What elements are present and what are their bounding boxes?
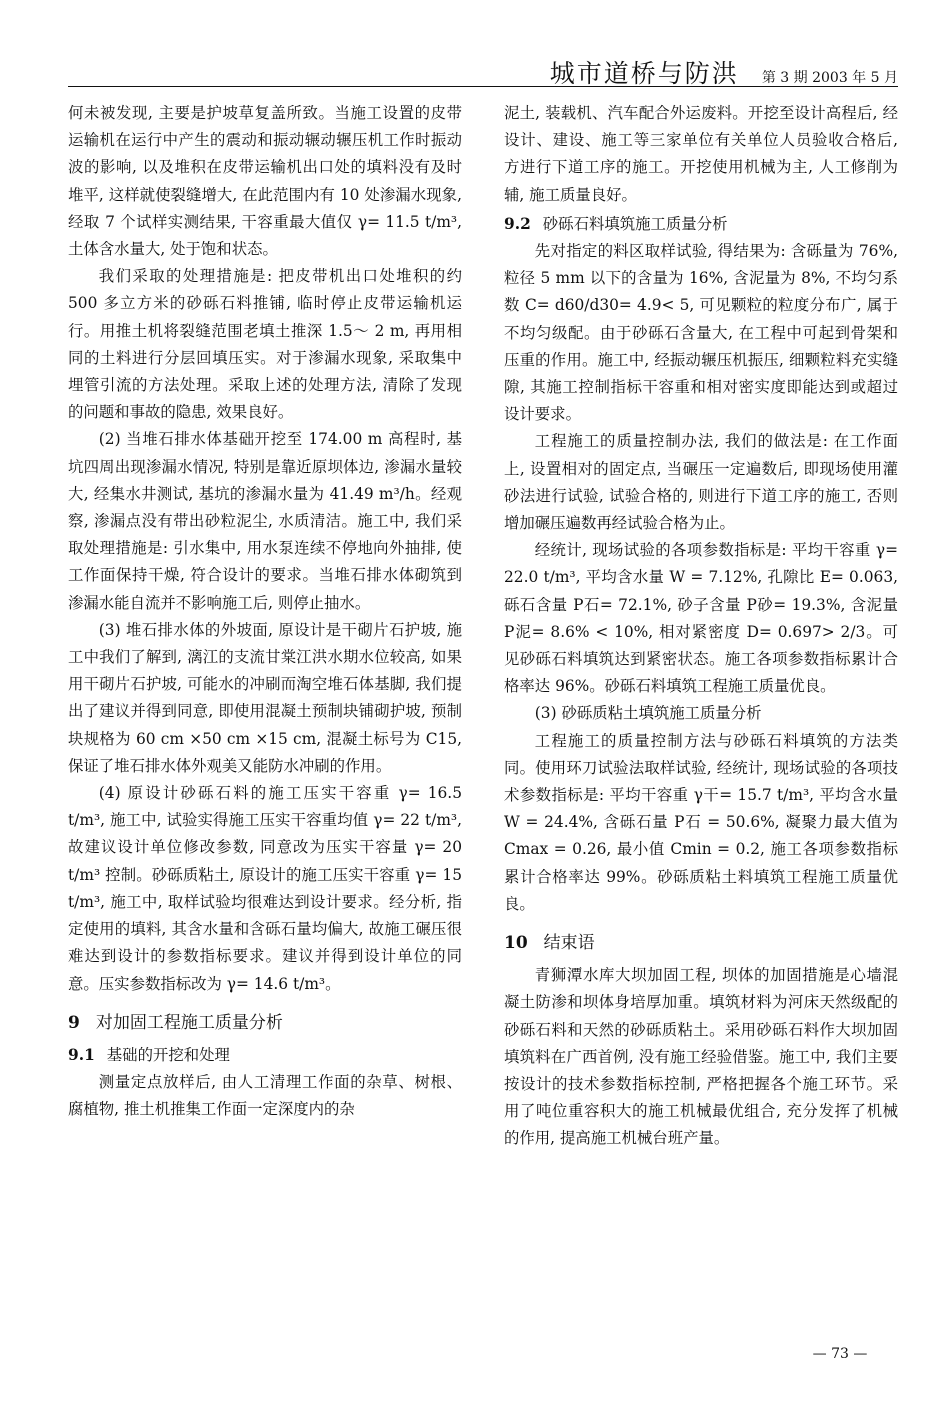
journal-title: 城市道桥与防洪 bbox=[549, 59, 739, 88]
section-heading-10 bbox=[504, 928, 898, 958]
paragraph: 我们采取的处理措施是: 把皮带机出口处堆积的约 500 多立方米的砂砾石料推铺, 临时停止皮带运输机运行。用推土机将裂缝范围老填土推深 1.5～ 2 m, 再用相同的土料进行分层回填压实。对于渗漏水现象, 采取集中埋管引流的方法处理。采取上述的处理方法, 清除了发现的问题和事故的隐患, 效果良好。 bbox=[68, 267, 462, 422]
left-column bbox=[68, 100, 462, 1123]
page-number: — 73 — bbox=[812, 1346, 868, 1362]
subsection-title: 基础的开挖和处理 bbox=[106, 1045, 230, 1064]
section-number: 9 bbox=[68, 1012, 80, 1033]
paragraph: 青狮潭水库大坝加固工程, 坝体的加固措施是心墙混凝土防渗和坝体身培厚加重。填筑材料为河床天然级配的砂砾石料和天然的砂砾质粘土。采用砂砾石料作大坝加固填筑料在广西首例, 没有施工经验借鉴。施工中, 我们主要按设计的技术参数指标控制, 严格把握各个施工环节。采用了吨位重容积大的施工机械最优组合, 充分发挥了机械的作用, 提高施工机械台班产量。 bbox=[504, 966, 898, 1148]
subsection-number: 9.1 bbox=[68, 1045, 95, 1064]
subsection-title: 砂砾石料填筑施工质量分析 bbox=[542, 214, 728, 233]
section-title: 结束语 bbox=[543, 933, 595, 954]
paragraph: (3) 堆石排水体的外坡面, 原设计是干砌片石护坡, 施工中我们了解到, 漓江的支流甘棠江洪水期水位较高, 如果用干砌片石护坡, 可能水的冲刷而淘空堆石体基脚, 我们提出了建议并得到同意, 即使用混凝土预制块铺砌护坡, 预制块规格为 60 cm ×50 cm ×15 cm, 混凝土标号为 C15, 保证了堆石排水体外观美又能防水冲刷的作用。 bbox=[68, 620, 462, 775]
paragraph: 先对指定的料区取样试验, 得结果为: 含砾量为 76%, 粒径 5 mm 以下的含量为 16%, 含泥量为 8%, 不均匀系数 C= d60/d30= 4.9< 5, 可见颗粒的粒度分布广, 属于不均匀级配。由于砂砾石含量大, 在工程中可起到骨架和压重的作用。施工中, 经振动辗压机振压, 细颗粒料充实缝隙, 其施工控制指标干容重和相对密实度即能达到或超过设计要求。 bbox=[504, 242, 898, 424]
right-column bbox=[504, 100, 898, 1153]
subsection-number: 9.2 bbox=[504, 214, 531, 233]
running-header bbox=[0, 54, 898, 88]
section-heading-9 bbox=[68, 1008, 462, 1038]
paragraph: 经统计, 现场试验的各项参数指标是: 平均干容重 γ= 22.0 t/m³, 平均含水量 W = 7.12%, 孔隙比 E= 0.063, 砾石含量 P石= 72.1%, 砂子含量 P砂= 19.3%, 含泥量 P泥= 8.6% < 10%, 相对紧密度 D= 0.697> 2/3。可见砂砾石料填筑达到紧密状态。施工各项参数指标累计合格率达 96%。砂砾石料填筑工程施工质量优良。 bbox=[504, 541, 898, 696]
paragraph: 泥土, 装载机、汽车配合外运废料。开挖至设计高程后, 经设计、建设、施工等三家单位有关单位人员验收合格后, 方进行下道工序的施工。开挖使用机械为主, 人工修削为辅, 施工质量良好。 bbox=[504, 104, 898, 204]
header-rule bbox=[68, 86, 898, 87]
issue-info: 第 3 期 2003 年 5 月 bbox=[761, 70, 898, 86]
paragraph: 何未被发现, 主要是护坡草复盖所致。当施工设置的皮带运输机在运行中产生的震动和振动辗动辗压机工作时振动波的影响, 以及堆积在皮带运输机出口处的填料没有及时堆平, 这样就使裂缝增大, 在此范围内有 10 处渗漏水现象, 经取 7 个试样实测结果, 干容重最大值仅 γ= 11.5 t/m³, 土体含水量大, 处于饱和状态。 bbox=[68, 104, 462, 259]
paragraph: (3) 砂砾质粘土填筑施工质量分析 bbox=[534, 704, 762, 723]
paragraph: 工程施工的质量控制方法与砂砾石料填筑的方法类同。使用环刀试验法取样试验, 经统计, 现场试验的各项技术参数指标是: 平均干容重 γ干= 15.7 t/m³, 平均含水量 W = 24.4%, 含砾石量 P石 = 50.6%, 凝聚力最大值为 Cmax = 0.26, 最小值 Cmin = 0.2, 施工各项参数指标累计合格率达 99%。砂砾质粘土料填筑工程施工质量优良。 bbox=[504, 731, 898, 913]
paragraph: 测量定点放样后, 由人工清理工作面的杂草、树根、腐植物, 推土机推集工作面一定深度内的杂 bbox=[68, 1072, 462, 1119]
subsection-heading-9-1 bbox=[68, 1042, 462, 1069]
paragraph: (4) 原设计砂砾石料的施工压实干容重 γ= 16.5 t/m³, 施工中, 试验实得施工压实干容重均值 γ= 22 t/m³, 故建议设计单位修改参数, 同意改为压实干容量 γ= 20 t/m³ 控制。砂砾质粘土, 原设计的施工压实干容重 γ= 15 t/m³, 施工中, 取样试验均很难达到设计要求。经分析, 指定使用的填料, 其含水量和含砾石量均偏大, 故施工碾压很难达到设计的参数指标要求。建议并得到设计单位的同意。压实参数指标改为 γ= 14.6 t/m³。 bbox=[68, 784, 462, 993]
paragraph: 工程施工的质量控制办法, 我们的做法是: 在工作面上, 设置相对的固定点, 当碾压一定遍数后, 即现场使用灌砂法进行试验, 试验合格的, 则进行下道工序的施工, 否则增加碾压遍数再经试验合格为止。 bbox=[504, 432, 898, 533]
section-title: 对加固工程施工质量分析 bbox=[95, 1012, 283, 1033]
section-number: 10 bbox=[504, 933, 528, 954]
paragraph: (2) 当堆石排水体基础开挖至 174.00 m 高程时, 基坑四周出现渗漏水情况, 特别是靠近原坝体边, 渗漏水量较大, 经集水井测试, 基坑的渗漏水量为 41.49 m³/h。经观察, 渗漏点没有带出砂粒泥尘, 水质清洁。施工中, 我们采取处理措施是: 引水集中, 用水泵连续不停地向外抽排, 使工作面保持干燥, 符合设计的要求。当堆石排水体砌筑到渗漏水能自流并不影响施工后, 则停止抽水。 bbox=[68, 430, 462, 612]
subsection-heading-9-2 bbox=[504, 211, 898, 238]
